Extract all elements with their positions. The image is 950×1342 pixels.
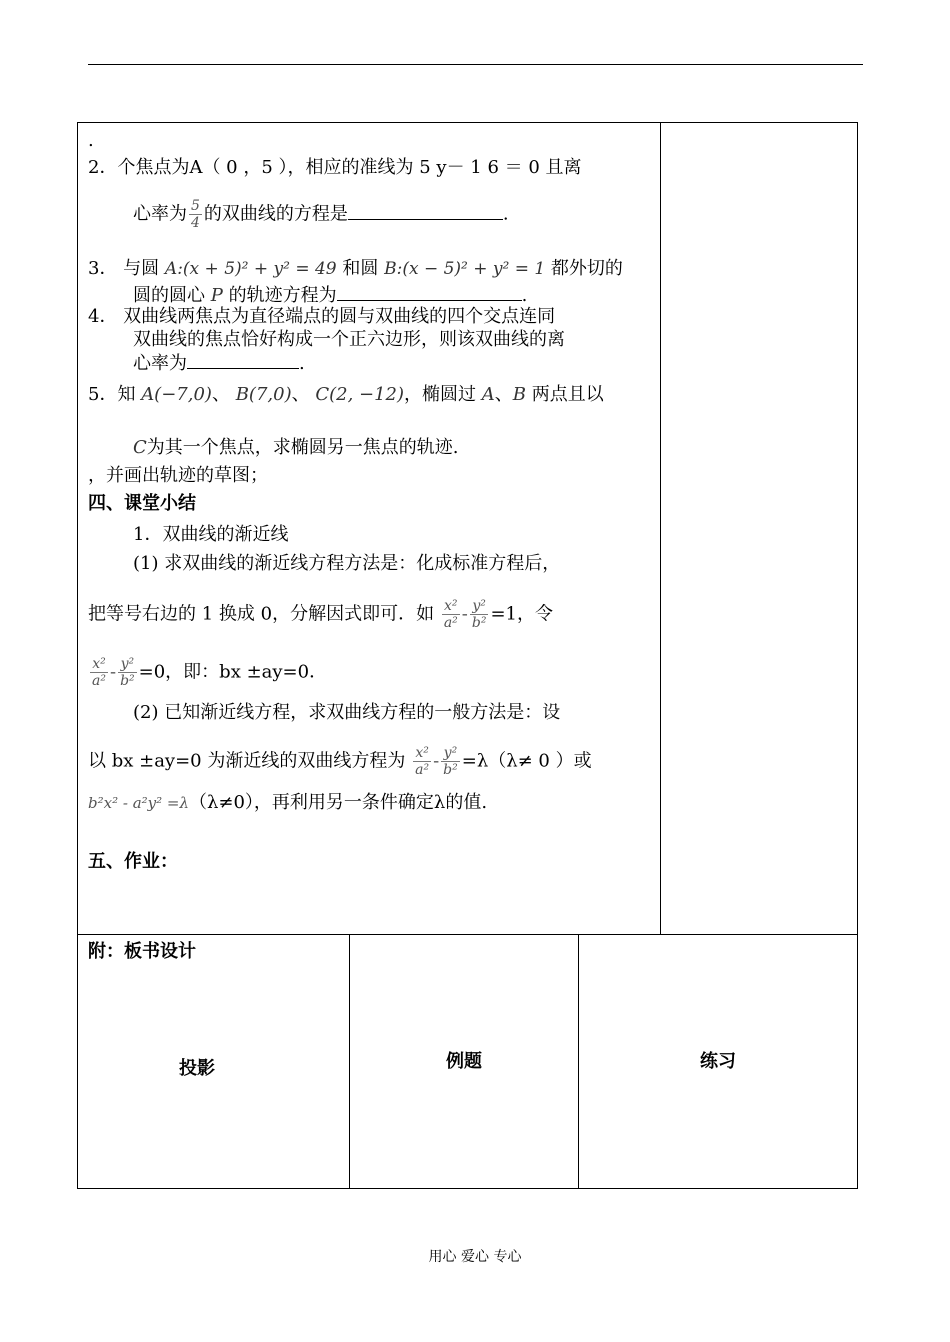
answer-blank bbox=[348, 203, 503, 220]
question-4-line-1: 4． 双曲线两焦点为直径端点的圆与双曲线的四个交点连同 bbox=[88, 306, 556, 327]
summary-point-1: 1．双曲线的渐近线 bbox=[133, 524, 289, 545]
question-2-line-1: 2．个焦点为A（ 0 ，5 ），相应的准线为 5 y－ 1 6 ＝ 0 且离 bbox=[88, 157, 582, 178]
summary-line-6: 以 bx ±ay=0 为渐近线的双曲线方程为 $\frac{\text{x²}}{\text{a²}}$ - $\frac{\text{y²}}{\text{b²}}$ =λ（λ≠ 0 ）或 bbox=[88, 745, 592, 778]
point-p: P bbox=[210, 285, 223, 306]
point-b: B(7,0) bbox=[235, 384, 292, 405]
circle-a-equation: A:(x + 5)² + y² = 49 bbox=[164, 259, 337, 279]
board-col-projection: 投影 bbox=[179, 1058, 215, 1079]
page-footer: 用心 爱心 专心 bbox=[428, 1249, 522, 1265]
point-a: A(−7,0) bbox=[141, 384, 212, 405]
summary-heading: 四、课堂小结 bbox=[88, 493, 196, 514]
leading-dot: . bbox=[88, 130, 94, 151]
summary-point-1-1: (1) 求双曲线的渐近线方程方法是：化成标准方程后， bbox=[133, 553, 561, 574]
board-col-exercises: 练习 bbox=[700, 1051, 736, 1072]
point-c: C(2, −12) bbox=[315, 384, 405, 405]
summary-line-3: 把等号右边的 1 换成 0，分解因式即可．如 $\frac{\text{x²}}{\text{a²}}$ - $\frac{\text{y²}}{\text{b²}}$ =1，令 bbox=[88, 598, 553, 631]
question-3-line-2: 圆的圆心 P 的轨迹方程为 . bbox=[133, 285, 528, 306]
circle-b-equation: B:(x − 5)² + y² = 1 bbox=[384, 259, 546, 279]
question-5-line-1: 5．知 A(−7,0)、 B(7,0)、 C(2, −12)，椭圆过 A、B 两点且以 bbox=[88, 384, 604, 405]
question-3-line-1: 3． 与圆 A:(x + 5)² + y² = 49 和圆 B:(x − 5)² + y² = 1 都外切的 bbox=[88, 258, 623, 279]
question-5-line-2: C为其一个焦点，求椭圆另一焦点的轨迹. bbox=[133, 437, 459, 458]
homework-heading: 五、作业： bbox=[88, 851, 178, 872]
question-4-line-3: 心率为 . bbox=[133, 353, 305, 374]
fraction-5-4: $\frac{5}{4}$ bbox=[191, 198, 200, 231]
board-col-examples: 例题 bbox=[446, 1051, 482, 1072]
question-4-line-2: 双曲线的焦点恰好构成一个正六边形，则该双曲线的离 bbox=[133, 329, 565, 350]
question-2-line-2: 心率为 $\frac{5}{4}$ 的双曲线的方程是 . bbox=[133, 198, 509, 231]
summary-line-4: $\frac{\text{x²}}{\text{a²}}$ - $\frac{\text{y²}}{\text{b²}}$ =0，即：bx ±ay=0． bbox=[92, 656, 328, 689]
question-5-line-3: ，并画出轨迹的草图； bbox=[88, 465, 268, 486]
header-rule bbox=[88, 64, 863, 65]
answer-blank bbox=[337, 284, 522, 301]
notes-cell bbox=[660, 122, 858, 935]
answer-blank bbox=[187, 352, 299, 369]
board-heading: 附：板书设计 bbox=[88, 941, 196, 962]
summary-point-1-2: (2) 已知渐近线方程，求双曲线方程的一般方法是：设 bbox=[133, 702, 561, 723]
summary-line-7: b²x² - a²y² =λ（λ≠0），再利用另一条件确定λ的值. bbox=[88, 792, 488, 813]
